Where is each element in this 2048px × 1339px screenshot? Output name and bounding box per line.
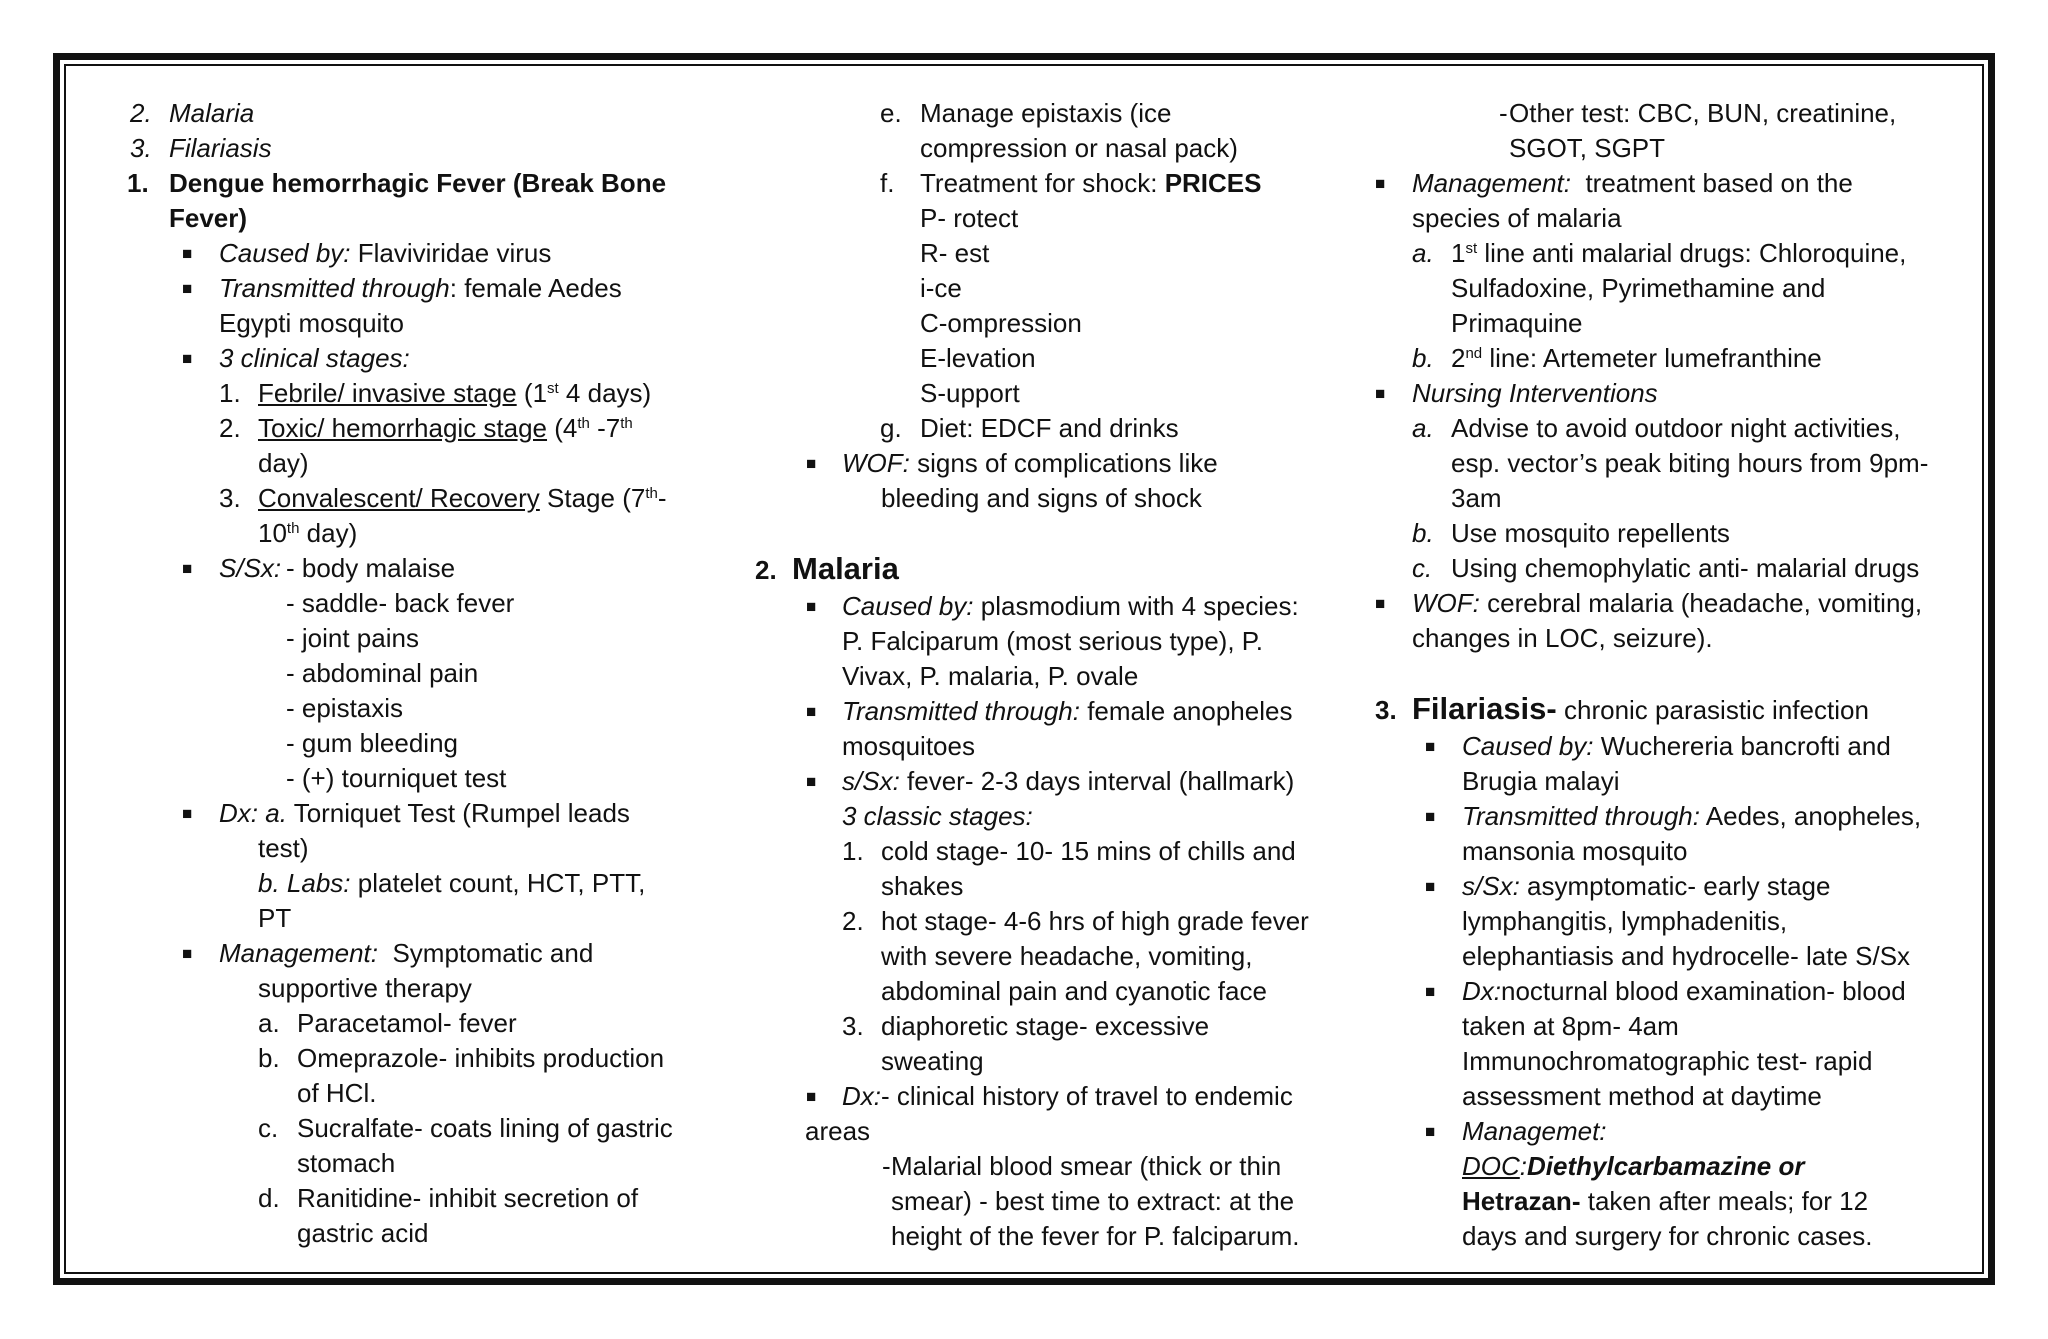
malaria-dx: ■ Dx:- clinical history of travel to endemic: [750, 1079, 1350, 1114]
filariasis-transmitted-cont: mansonia mosquito: [1462, 836, 1688, 866]
malaria-management: ■ Management: treatment based on the: [1375, 166, 1975, 201]
nursing-item: b. Use mosquito repellents: [1412, 518, 1730, 548]
prices-item: E-levation: [920, 343, 1036, 373]
malaria-drug-a-cont: Sulfadoxine, Pyrimethamine and: [1451, 273, 1826, 303]
bullet-square-icon: ■: [806, 597, 817, 616]
dengue-ssx: ■ S/Sx: - body malaise: [124, 551, 704, 586]
malaria-stage: 1. cold stage- 10- 15 mins of chills and: [842, 836, 1296, 866]
bullet-square-icon: ■: [806, 454, 817, 473]
column-2: [750, 96, 1350, 1254]
malaria-wof-cont: changes in LOC, seizure).: [1412, 623, 1713, 653]
bullet-square-icon: ■: [182, 349, 193, 368]
bullet-square-icon: ■: [182, 804, 193, 823]
malaria-stage-cont: shakes: [881, 871, 964, 901]
dengue-management-cont: supportive therapy: [258, 973, 472, 1003]
dengue-med-f: f. Treatment for shock: PRICES: [880, 168, 1262, 198]
prices-item: R- est: [920, 238, 990, 268]
column-1: [124, 96, 704, 1251]
bullet-square-icon: ■: [1425, 807, 1436, 826]
malaria-other-test: - Other test: CBC, BUN, creatinine,: [1499, 98, 1897, 128]
bullet-square-icon: ■: [806, 702, 817, 721]
column-3: [1375, 96, 1975, 1254]
dengue-dx-cont: test): [258, 833, 309, 863]
dengue-med: b. Omeprazole- inhibits production: [258, 1043, 665, 1073]
malaria-wof: ■ WOF: cerebral malaria (headache, vomiting,: [1375, 586, 1975, 621]
malaria-stage: 2. hot stage- 4-6 hrs of high grade fever: [842, 906, 1309, 936]
filariasis-transmitted: ■ Transmitted through: Aedes, anopheles,: [1375, 799, 1975, 834]
dengue-stage-1: 1. Febrile/ invasive stage (1st 4 days): [219, 378, 652, 408]
malaria-drug-b: b. 2nd line: Artemeter lumefranthine: [1412, 343, 1822, 373]
dengue-heading-cont: Fever): [169, 203, 248, 233]
bullet-square-icon: ■: [1425, 737, 1436, 756]
filariasis-ssx-cont: lymphangitis, lymphadenitis,: [1462, 906, 1788, 936]
prices-item: P- rotect: [920, 203, 1019, 233]
bullet-square-icon: ■: [1375, 174, 1386, 193]
dengue-heading: 1. Dengue hemorrhagic Fever (Break Bone: [127, 168, 667, 198]
bullet-square-icon: ■: [1375, 384, 1386, 403]
dengue-transmitted: ■ Transmitted through: female Aedes: [124, 271, 704, 306]
filariasis-management: ■ Managemet:: [1375, 1114, 1975, 1149]
malaria-caused-by: ■ Caused by: plasmodium with 4 species:: [750, 589, 1350, 624]
intro-item: 2. Malaria: [130, 98, 255, 128]
dengue-ssx-item: - joint pains: [286, 623, 419, 653]
dengue-med: c. Sucralfate- coats lining of gastric: [258, 1113, 673, 1143]
malaria-stage-cont: sweating: [881, 1046, 984, 1076]
filariasis-heading: 3. Filariasis- chronic parasistic infection: [1375, 691, 1869, 726]
malaria-stage-cont: with severe headache, vomiting,: [881, 941, 1253, 971]
dengue-med-cont: of HCl.: [297, 1078, 377, 1108]
malaria-other-test-cont: SGOT, SGPT: [1509, 133, 1666, 163]
bullet-square-icon: ■: [806, 1087, 817, 1106]
dengue-med-e: e. Manage epistaxis (ice: [880, 98, 1172, 128]
bullet-square-icon: ■: [1425, 877, 1436, 896]
dengue-stage-3-cont: 10th day): [258, 518, 358, 548]
bullet-square-icon: ■: [182, 944, 193, 963]
filariasis-dx-cont: taken at 8pm- 4am: [1462, 1011, 1679, 1041]
malaria-stage: 3. diaphoretic stage- excessive: [842, 1011, 1210, 1041]
malaria-ssx: ■ s/Sx: fever- 2-3 days interval (hallmark): [750, 764, 1350, 799]
malaria-drug-a: a. 1st line anti malarial drugs: Chloroquine,: [1412, 238, 1907, 268]
dengue-ssx-item: - saddle- back fever: [286, 588, 515, 618]
dengue-med: a. Paracetamol- fever: [258, 1008, 517, 1038]
malaria-management-cont: species of malaria: [1412, 203, 1622, 233]
dengue-med: d. Ranitidine- inhibit secretion of: [258, 1183, 639, 1213]
dengue-wof: ■ WOF: signs of complications like: [750, 446, 1350, 481]
dengue-med-cont: stomach: [297, 1148, 396, 1178]
dengue-transmitted-cont: Egypti mosquito: [219, 308, 404, 338]
nursing-item: a. Advise to avoid outdoor night activities,: [1412, 413, 1901, 443]
filariasis-caused-by: ■ Caused by: Wuchereria bancrofti and: [1375, 729, 1975, 764]
dengue-stages-label: ■ 3 clinical stages:: [124, 341, 704, 376]
malaria-caused-cont: Vivax, P. malaria, P. ovale: [842, 661, 1139, 691]
prices-item: C-ompression: [920, 308, 1082, 338]
dengue-ssx-item: - epistaxis: [286, 693, 404, 723]
prices-item: i-ce: [920, 273, 962, 303]
filariasis-doc: DOC:Diethylcarbamazine or: [1462, 1151, 1805, 1181]
nursing-item-cont: 3am: [1451, 483, 1502, 513]
malaria-smear-cont: height of the fever for P. falciparum.: [891, 1221, 1300, 1251]
malaria-transmitted: ■ Transmitted through: female anopheles: [750, 694, 1350, 729]
bullet-square-icon: ■: [1375, 594, 1386, 613]
dengue-management: ■ Management: Symptomatic and: [124, 936, 704, 971]
dengue-dx-labs-cont: PT: [258, 903, 292, 933]
malaria-stages-label: 3 classic stages:: [842, 801, 1033, 831]
dengue-dx: ■ Dx: a. Torniquet Test (Rumpel leads: [124, 796, 704, 831]
malaria-dx-cont: areas: [805, 1116, 871, 1146]
malaria-transmitted-cont: mosquitoes: [842, 731, 975, 761]
dengue-stage-2: 2. Toxic/ hemorrhagic stage (4th -7th: [219, 413, 633, 443]
dengue-ssx-item: - gum bleeding: [286, 728, 458, 758]
filariasis-last: days and surgery for chronic cases.: [1462, 1221, 1873, 1251]
filariasis-dx: ■ Dx:nocturnal blood examination- blood: [1375, 974, 1975, 1009]
filariasis-ssx-cont: elephantiasis and hydrocelle- late S/Sx: [1462, 941, 1911, 971]
dengue-ssx-item: - abdominal pain: [286, 658, 479, 688]
malaria-drug-a-cont: Primaquine: [1451, 308, 1583, 338]
filariasis-dx-cont: assessment method at daytime: [1462, 1081, 1822, 1111]
malaria-heading: 2. Malaria: [755, 551, 899, 586]
bullet-square-icon: ■: [182, 244, 193, 263]
filariasis-hetrazan: Hetrazan- taken after meals; for 12: [1462, 1186, 1869, 1216]
dengue-wof-cont: bleeding and signs of shock: [881, 483, 1202, 513]
prices-item: S-upport: [920, 378, 1020, 408]
malaria-nursing: ■ Nursing Interventions: [1375, 376, 1975, 411]
bullet-square-icon: ■: [1425, 982, 1436, 1001]
spacer: [1375, 656, 1975, 691]
bullet-square-icon: ■: [182, 279, 193, 298]
dengue-stage-2-cont: day): [258, 448, 309, 478]
malaria-smear-cont: smear) - best time to extract: at the: [891, 1186, 1295, 1216]
dengue-ssx-item: - (+) tourniquet test: [286, 763, 507, 793]
malaria-smear: - Malarial blood smear (thick or thin: [882, 1151, 1282, 1181]
nursing-item-cont: esp. vector’s peak biting hours from 9pm-: [1451, 448, 1929, 478]
bullet-square-icon: ■: [806, 772, 817, 791]
dengue-dx-labs: b. Labs: platelet count, HCT, PTT,: [258, 868, 646, 898]
filariasis-ssx: ■ s/Sx: asymptomatic- early stage: [1375, 869, 1975, 904]
filariasis-caused-cont: Brugia malayi: [1462, 766, 1620, 796]
dengue-caused-by: ■ Caused by: Flaviviridae virus: [124, 236, 704, 271]
filariasis-dx-cont: Immunochromatographic test- rapid: [1462, 1046, 1873, 1076]
spacer: [750, 516, 1350, 551]
malaria-caused-cont: P. Falciparum (most serious type), P.: [842, 626, 1263, 656]
malaria-stage-cont: abdominal pain and cyanotic face: [881, 976, 1267, 1006]
bullet-square-icon: ■: [182, 559, 193, 578]
intro-item: 3. Filariasis: [130, 133, 272, 163]
dengue-med-g: g. Diet: EDCF and drinks: [880, 413, 1179, 443]
nursing-item: c. Using chemophylatic anti- malarial drugs: [1412, 553, 1920, 583]
dengue-med-cont: gastric acid: [297, 1218, 429, 1248]
dengue-stage-3: 3. Convalescent/ Recovery Stage (7th-: [219, 483, 667, 513]
bullet-square-icon: ■: [1425, 1122, 1436, 1141]
dengue-med-e-cont: compression or nasal pack): [920, 133, 1238, 163]
